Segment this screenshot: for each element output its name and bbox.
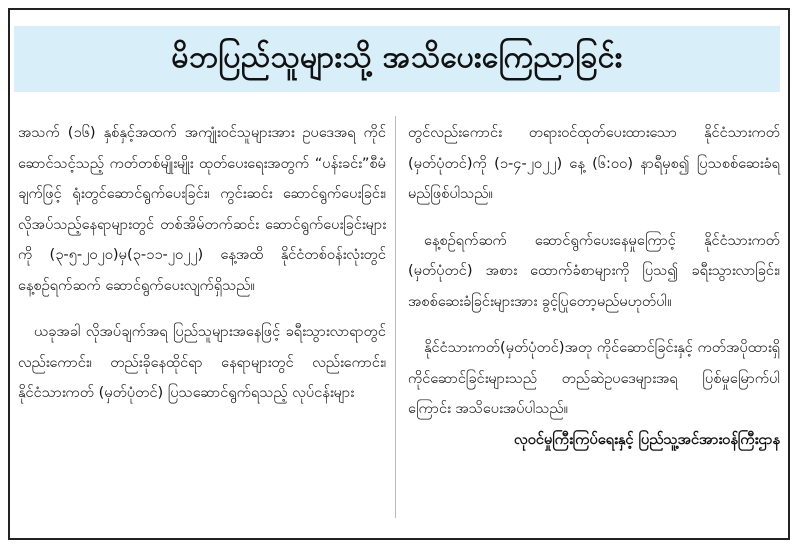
notice-title: မိဘပြည်သူများသို့ အသိပေးကြေညာခြင်း [171,39,623,75]
paragraph-recommendation-letters: နေ့စဉ်ရက်ဆက် ဆောင်ရွက်ပေးနေမှုကြောင့် နိုင်ငံသားကတ် (မှတ်ပုံတင်) အစား ထောက်ခံစာများကို ပြသ၍ ခရီးသွားလာခြင်း၊ အစစ်ဆေးခံခြင်းများအား ခွင့်ပြုတော့မည်မဟုတ်ပါ။ [408,231,780,310]
issuing-ministry: လုဝင်မှုကြီးကြပ်ရေးနှင့် ပြည်သူ့အင်အားဝန်ကြီးဌာန [514,430,780,448]
right-column [408,118,780,455]
paragraph-inspection-date: တွင်လည်းကောင်း တရားဝင်ထုတ်ပေးထားသော နိုင်ငံသားကတ် (မှတ်ပုံတင်)ကို (၁-၄-၂၀၂၂) နေ့ (၆:၀၀) နာရီမှစ၍ ပြသစစ်ဆေးခံရမည်ဖြစ်ပါသည်။ [408,124,780,202]
column-divider [395,116,396,518]
paragraph-fake-card-warning: နိုင်ငံသားကတ်(မှတ်ပုံတင်)အတု ကိုင်ဆောင်ခြင်းနှင့် ကတ်အပိုထားရှိကိုင်ဆောင်ခြင်းများသည် တည်ဆဲဥပဒေများအရ ပြစ်မှုမြောက်ပါကြောင်း အသိပေးအပ်ပါသည်။ [408,339,780,417]
paragraph-travel-requirement: ယခုအခါ လိုအပ်ချက်အရ ပြည်သူများအနေဖြင့် ခရီးသွားလာရာတွင် လည်းကောင်း၊ တည်းခိုနေထိုင်ရာ နေရာများတွင် လည်းကောင်း၊ နိုင်ငံသားကတ် (မှတ်ပုံတင်) ပြသဆောင်ရွက်ရသည့် လုပ်ငန်းများ [18,323,386,401]
left-column [18,118,386,409]
paragraph-card-issuance: အသက် (၁၆) နှစ်နှင့်အထက် အကျုံးဝင်သူများအား ဥပဒေအရ ကိုင်ဆောင်သင့်သည့် ကတ်တစ်မျိုးမျိုး ထုတ်ပေးရေးအတွက် “ပန်းခင်း”စီမံချက်ဖြင့် ရုံးတွင်ဆောင်ရွက်ပေးခြင်း၊ ကွင်းဆင်း ဆောင်ရွက်ပေးခြင်း၊ လိုအပ်သည့်နေရာများတွင် တစ်အိမ်တက်ဆင်း ဆောင်ရွက်ပေးခြင်းများကို (၃-၅-၂၀၂၀)မှ(၃-၁၁-၂၀၂၂) နေ့အထိ နိုင်ငံတစ်ဝန်းလုံးတွင် နေ့စဉ်ရက်ဆက် ဆောင်ရွက်ပေးလျက်ရှိသည်။ [18,124,386,294]
